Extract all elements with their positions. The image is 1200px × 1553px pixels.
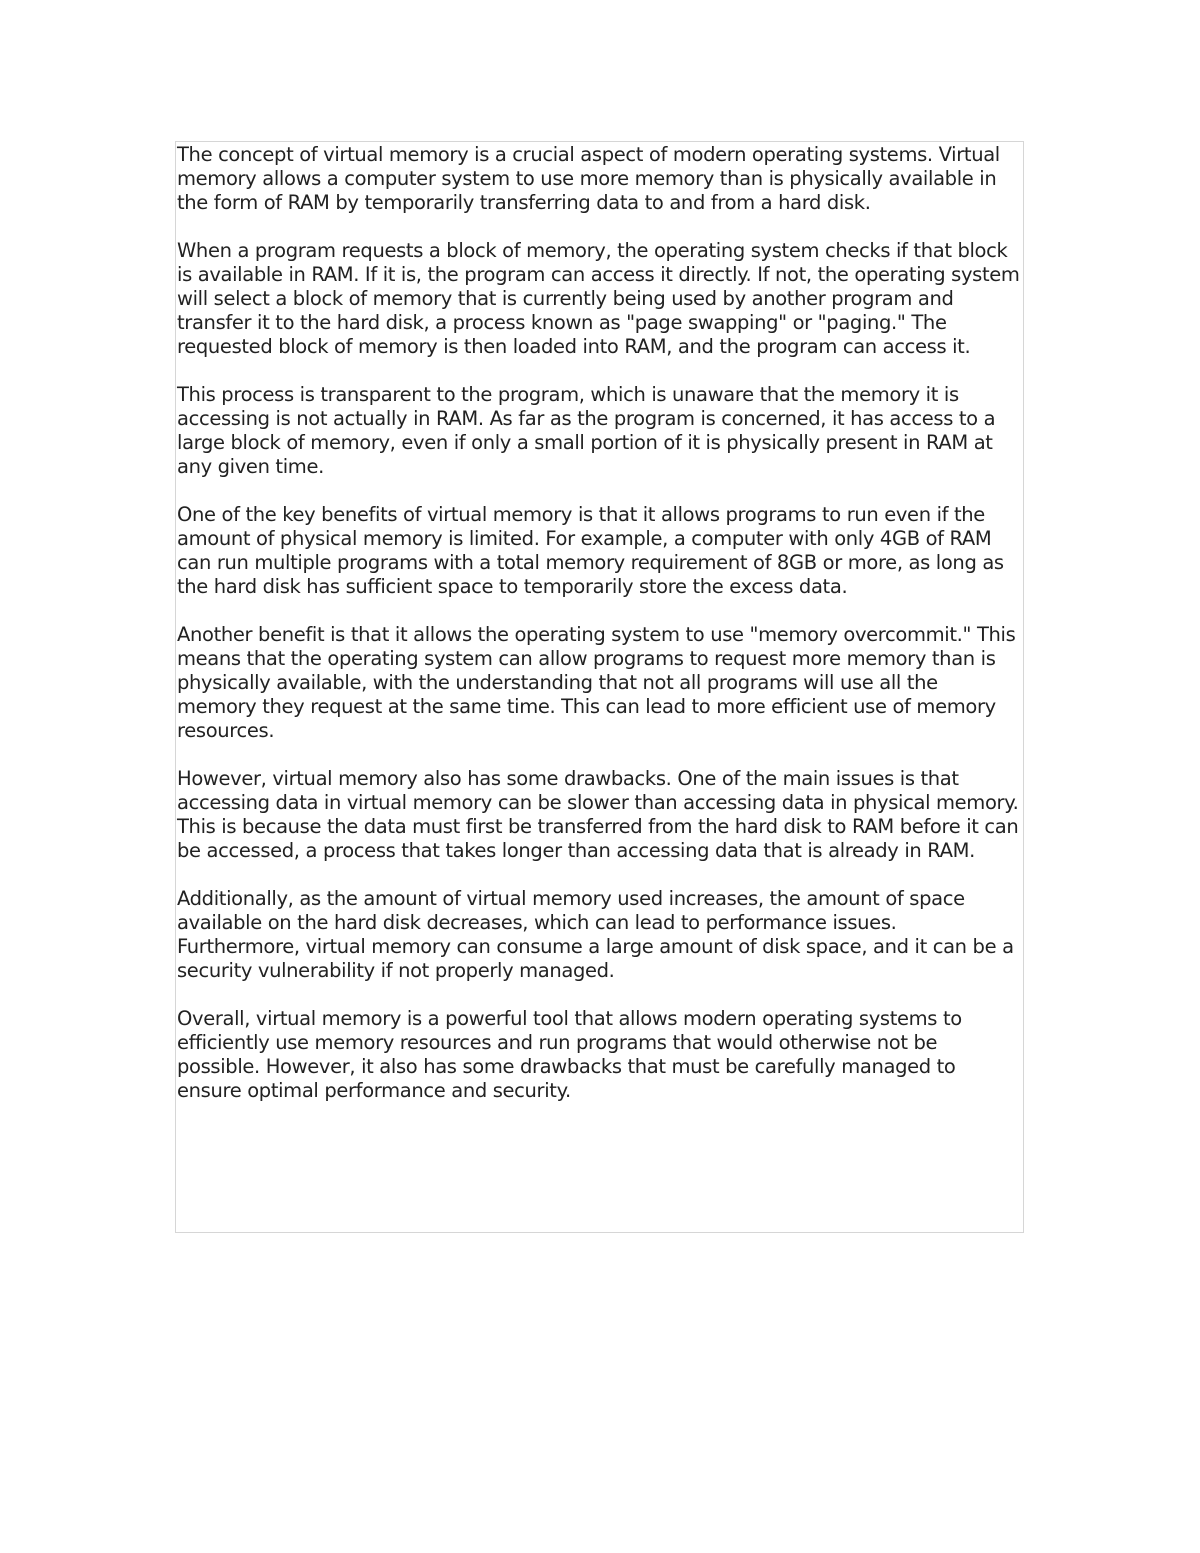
paragraph-4: One of the key benefits of virtual memory is that it allows programs to run even if the amount of physical memory is limited. For example, a computer with only 4GB of RAM can run multiple programs with a total memory requirement of 8GB or more, as long as the hard disk has sufficient space to temporarily store the excess data. [177,503,1004,598]
paragraph-6: However, virtual memory also has some drawbacks. One of the main issues is that accessing data in virtual memory can be slower than accessing data in physical memory. This is because the data must first be transferred from the hard disk to RAM before it can be accessed, a process that takes longer than accessing data that is already in RAM. [177,767,1019,862]
paragraph-1: The concept of virtual memory is a crucial aspect of modern operating systems. Virtual memory allows a computer system to use more memory than is physically available in the form of RAM by temporarily transferring data to and from a hard disk. [177,143,1000,214]
text-box [175,141,1024,1233]
paragraph-8: Overall, virtual memory is a powerful tool that allows modern operating systems to efficiently use memory resources and run programs that would otherwise not be possible. However, it also has some drawbacks that must be carefully managed to ensure optimal performance and security. [177,1007,962,1102]
paragraph-2: When a program requests a block of memory, the operating system checks if that block is available in RAM. If it is, the program can access it directly. If not, the operating system will select a block of memory that is currently being used by another program and transfer it to the hard disk, a process known as "page swapping" or "paging." The requested block of memory is then loaded into RAM, and the program can access it. [177,239,1020,358]
paragraph-3: This process is transparent to the program, which is unaware that the memory it is accessing is not actually in RAM. As far as the program is concerned, it has access to a large block of memory, even if only a small portion of it is physically present in RAM at any given time. [177,383,996,478]
paragraph-5: Another benefit is that it allows the operating system to use "memory overcommit." This means that the operating system can allow programs to request more memory than is physically available, with the understanding that not all programs will use all the memory they request at the same time. This can lead to more efficient use of memory resources. [177,623,1016,742]
paragraph-7: Additionally, as the amount of virtual memory used increases, the amount of space available on the hard disk decreases, which can lead to performance issues. Furthermore, virtual memory can consume a large amount of disk space, and it can be a security vulnerability if not properly managed. [177,887,1014,982]
